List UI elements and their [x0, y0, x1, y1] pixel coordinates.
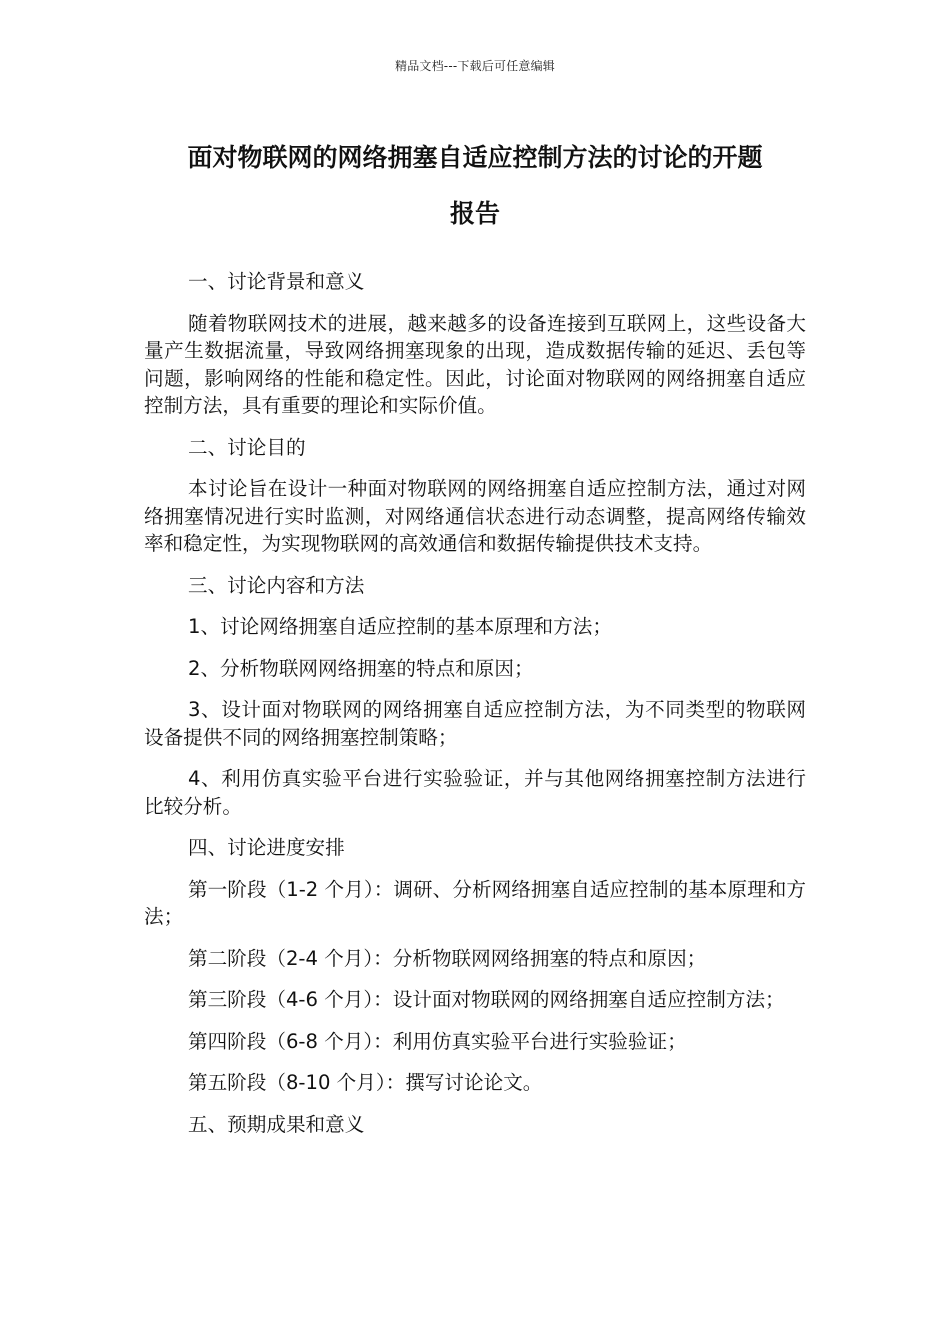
paragraph-background: 随着物联网技术的进展，越来越多的设备连接到互联网上，这些设备大量产生数据流量，导致网络拥塞现象的出现，造成数据传输的延迟、丢包等问题，影响网络的性能和稳定性。因此，讨论面对物联网的网络拥塞自适应控制方法，具有重要的理论和实际价值。: [144, 311, 806, 417]
section-heading-purpose: 二、讨论目的: [188, 435, 306, 459]
content-item: 2、分析物联网网络拥塞的特点和原因；: [188, 656, 534, 680]
title-line-2: 报告: [449, 199, 500, 228]
section-heading-outcomes: 五、预期成果和意义: [188, 1112, 365, 1136]
schedule-stage: 第二阶段（2-4 个月）：分析物联网网络拥塞的特点和原因；: [188, 946, 707, 970]
content-item: 3、设计面对物联网的网络拥塞自适应控制方法，为不同类型的物联网设备提供不同的网络拥塞控制策略；: [144, 698, 806, 749]
paragraph-purpose: 本讨论旨在设计一种面对物联网的网络拥塞自适应控制方法，通过对网络拥塞情况进行实时监测，对网络通信状态进行动态调整，提高网络传输效率和稳定性，为实现物联网的高效通信和数据传输提供技术支持。: [144, 477, 806, 555]
title-line-1: 面对物联网的网络拥塞自适应控制方法的讨论的开题: [187, 143, 763, 172]
header-note: 精品文档---下载后可任意编辑: [395, 59, 555, 73]
content-item: 4、利用仿真实验平台进行实验验证，并与其他网络拥塞控制方法进行比较分析。: [144, 767, 806, 818]
content-item: 1、讨论网络拥塞自适应控制的基本原理和方法；: [188, 615, 612, 638]
section-heading-background: 一、讨论背景和意义: [188, 270, 365, 293]
section-heading-content: 三、讨论内容和方法: [188, 573, 365, 597]
section-heading-schedule: 四、讨论进度安排: [188, 836, 345, 859]
schedule-stage: 第三阶段（4-6 个月）：设计面对物联网的网络拥塞自适应控制方法；: [188, 988, 785, 1011]
schedule-stage: 第一阶段（1-2 个月）：调研、分析网络拥塞自适应控制的基本原理和方法；: [144, 877, 806, 928]
schedule-stage: 第四阶段（6-8 个月）：利用仿真实验平台进行实验验证；: [188, 1029, 687, 1053]
document-body: [144, 268, 806, 1152]
schedule-stage: 第五阶段（8-10 个月）：撰写讨论论文。: [188, 1071, 543, 1094]
document-title: [143, 130, 807, 242]
